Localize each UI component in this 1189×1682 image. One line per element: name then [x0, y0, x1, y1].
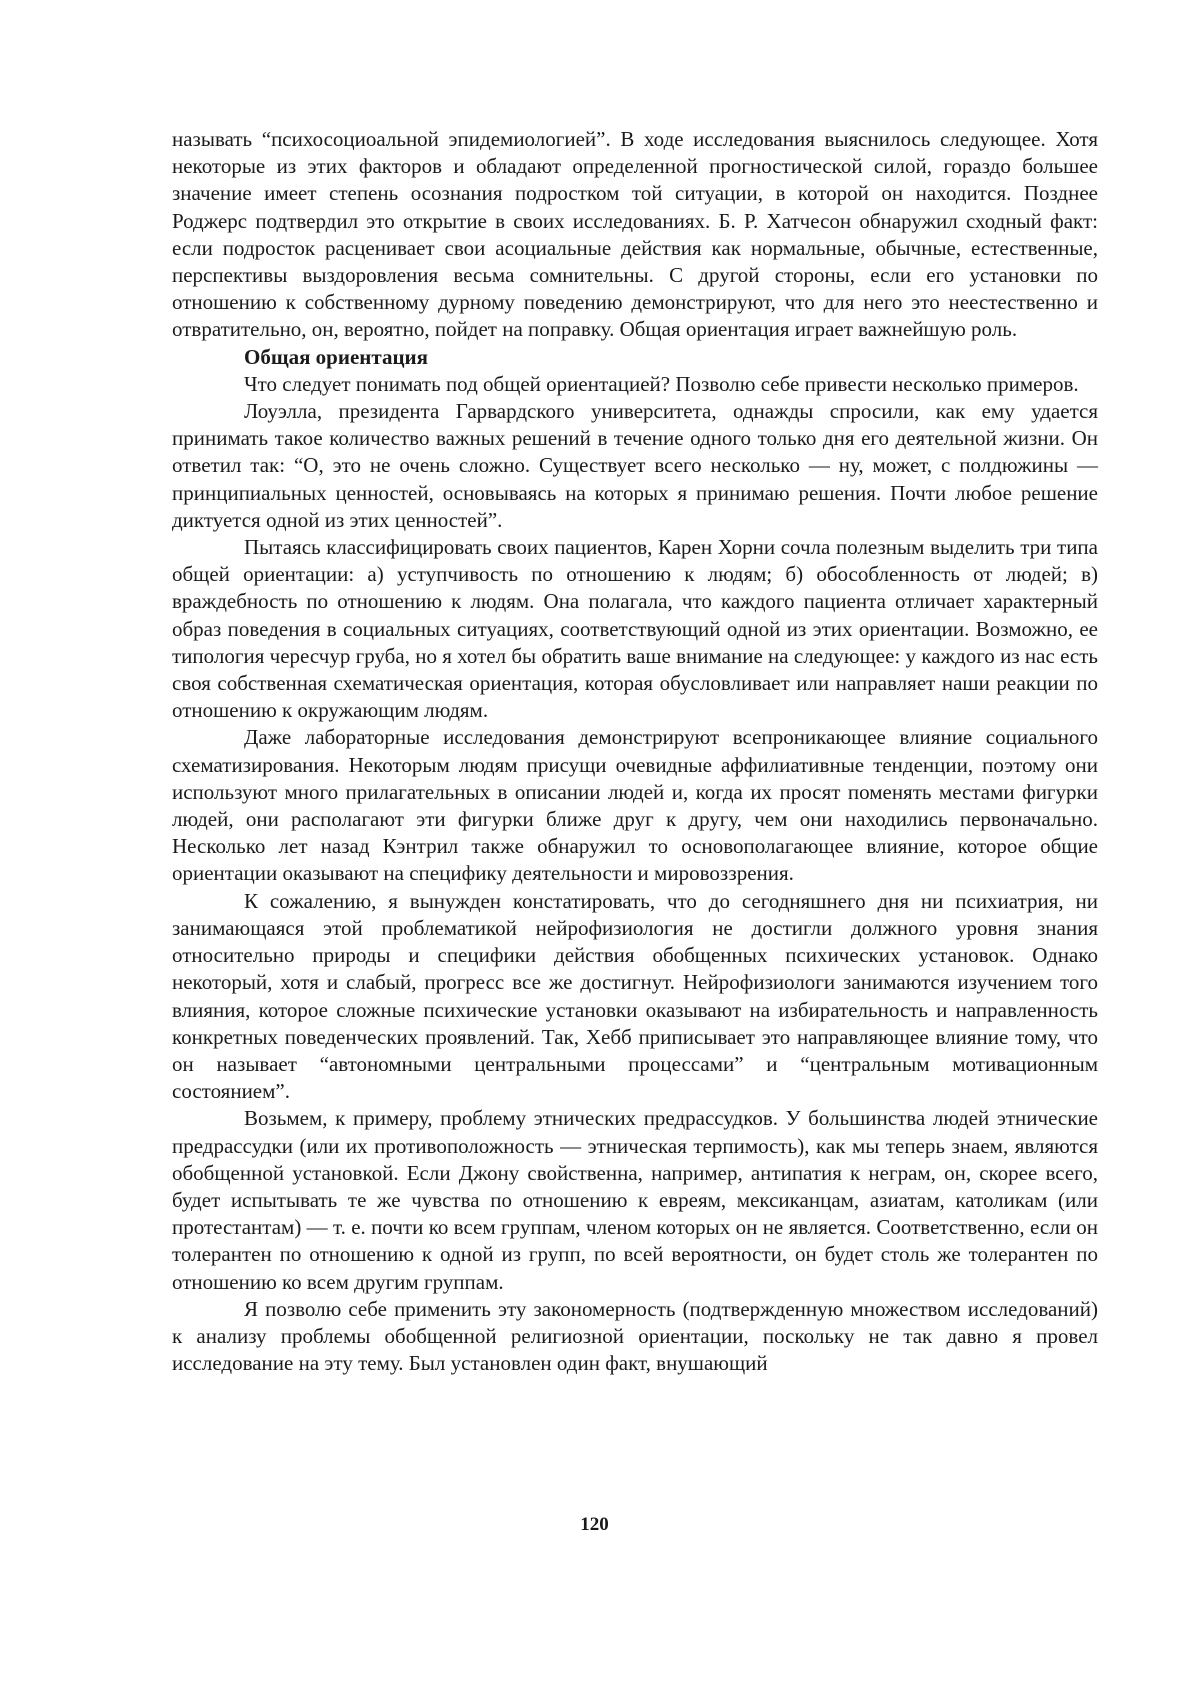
section-heading: Общая ориентация: [244, 344, 429, 369]
page-body: [172, 126, 1098, 1377]
paragraph: Пытаясь классифицировать своих пациентов, Карен Хорни сочла полезным выделить три типа общей ориентации: а) уступчивость по отношению к людям; б) обособленность от людей; в) враждебность по отношению к людям. Она полагала, что каждого пациента отличает характерный образ поведения в социальных ситуациях, соответствующий одной из этих ориентации. Возможно, ее типология чересчур груба, но я хотел бы обратить ваше внимание на следующее: у каждого из нас есть своя собственная схематическая ориентация, которая обусловливает или направляет наши реакции по отношению к окружающим людям.: [172, 535, 1098, 723]
page-number: 120: [580, 1514, 609, 1535]
paragraph: Даже лабораторные исследования демонстрируют всепроникающее влияние социального схематизирования. Некоторым людям присущи очевидные аффилиативные тенденции, поэтому они используют много прилагательных в описании людей и, когда их просят поменять местами фигурки людей, они располагают эти фигурки ближе друг к другу, чем они находились первоначально. Несколько лет назад Кэнтрил также обнаружил то основополагающее влияние, которое общие ориентации оказывают на специфику деятельности и мировоззрения.: [172, 725, 1098, 886]
paragraph: называть “психосоциоальной эпидемиологией”. В ходе исследования выяснилось следующее. Хотя некоторые из этих факторов и обладают определенной прогностической силой, гораздо большее значение имеет степень осознания подростком той ситуации, в которой он находится. Позднее Роджерс подтвердил это открытие в своих исследованиях. Б. Р. Хатчесон обнаружил сходный факт: если подросток расценивает свои асоциальные действия как нормальные, обычные, естественные, перспективы выздоровления весьма сомнительны. С другой стороны, если его установки по отношению к собственному дурному поведению демонстрируют, что для него это неестественно и отвратительно, он, вероятно, пойдет на поправку. Общая ориентация играет важнейшую роль.: [172, 127, 1098, 342]
paragraph: Лоуэлла, президента Гарвардского университета, однажды спросили, как ему удается принимать такое количество важных решений в течение одного только дня его деятельной жизни. Он ответил так: “О, это не очень сложно. Существует всего несколько — ну, может, с полдюжины — принципиальных ценностей, основываясь на которых я принимаю решения. Почти любое решение диктуется одной из этих ценностей”.: [172, 399, 1098, 532]
paragraph: Я позволю себе применить эту закономерность (подтвержденную множеством исследований) к анализу проблемы обобщенной религиозной ориентации, поскольку не так давно я провел исследование на эту тему. Был установлен один факт, внушающий: [172, 1296, 1098, 1376]
paragraph: Возьмем, к примеру, проблему этнических предрассудков. У большинства людей этнические предрассудки (или их противоположность — этническая терпимость), как мы теперь знаем, являются обобщенной установкой. Если Джону свойственна, например, антипатия к неграм, он, скорее всего, будет испытывать те же чувства по отношению к евреям, мексиканцам, азиатам, католикам (или протестантам) — т. е. почти ко всем группам, членом которых он не является. Соответственно, если он толерантен по отношению к одной из групп, по всей вероятности, он будет столь же толерантен по отношению ко всем другим группам.: [172, 1106, 1098, 1294]
paragraph: К сожалению, я вынужден констатировать, что до сегодняшнего дня ни психиатрия, ни занимающаяся этой проблематикой нейрофизиология не достигли должного уровня знания относительно природы и специфики действия обобщенных психических установок. Однако некоторый, хотя и слабый, прогресс все же достигнут. Нейрофизиологи занимаются изучением того влияния, которое сложные психические установки оказывают на избирательность и направленность конкретных поведенческих проявлений. Так, Хебб приписывает это направляющее влияние тому, что он называет “автономными центральными процессами” и “центральным мотивационным состоянием”.: [172, 888, 1098, 1104]
paragraph: Что следует понимать под общей ориентацией? Позволю себе привести несколько примеров.: [244, 371, 1079, 396]
